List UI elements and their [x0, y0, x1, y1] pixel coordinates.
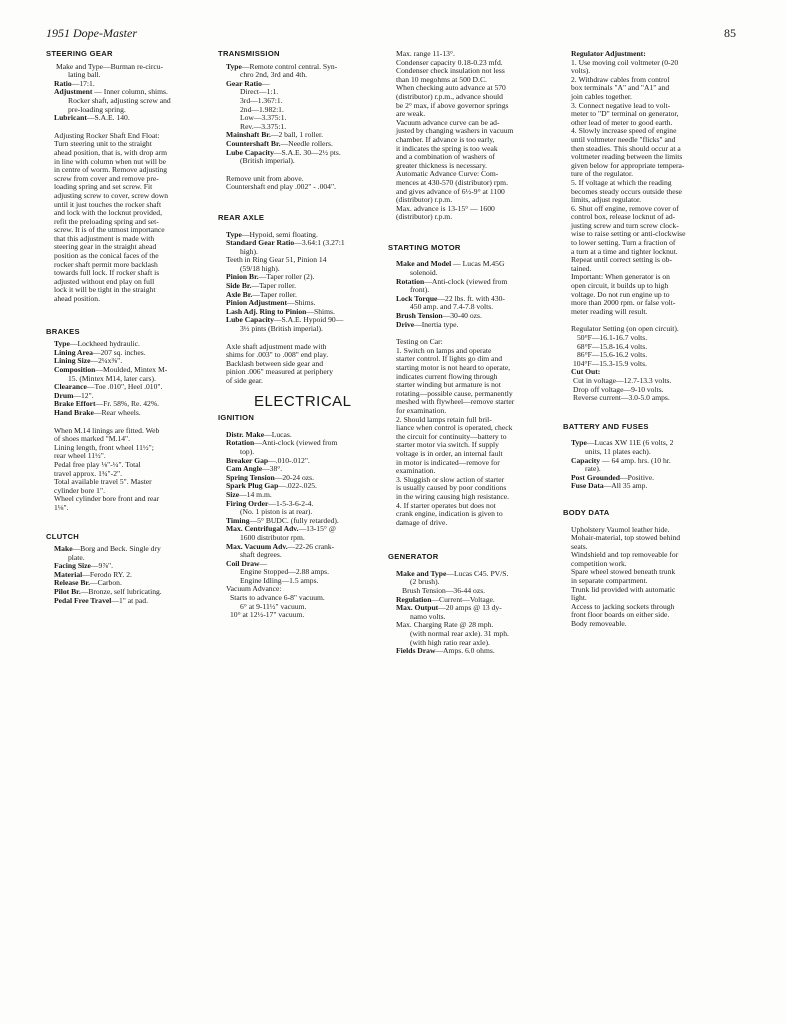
spec-line: Starts to advance 6-8" vacuum.	[230, 593, 325, 603]
spec-line: Reverse current—3.0-5.0 amps.	[573, 393, 670, 403]
spec-line: Composition—Moulded, Mintex M-	[54, 365, 168, 374]
spec-line: (British imperial).	[240, 156, 295, 166]
text-line: in line with column when nut will be	[54, 156, 166, 166]
text-line: justing screw and turn screw clock-	[571, 220, 679, 230]
text-line: liance when control is operated, check	[396, 423, 513, 433]
text-line: is usually caused by poor conditions	[396, 483, 507, 493]
page-header	[46, 26, 736, 42]
text-line: 4. If starter operates but does not	[396, 500, 496, 510]
section-rear-axle: REAR AXLE	[218, 212, 265, 222]
text-line: (distributor) r.p.m., advance should	[396, 91, 503, 101]
spec-line: Release Br.—Carbon.	[54, 578, 122, 588]
text-line: refit the preloading spring and set-	[54, 216, 159, 226]
text-line: of side gear.	[226, 376, 263, 385]
section-battery-and-fuses: BATTERY AND FUSES	[563, 421, 649, 431]
spec-line: units, 11 plates each).	[585, 446, 651, 456]
electrical-heading: ELECTRICAL	[254, 392, 352, 410]
text-line: box terminals "A" and "A1" and	[571, 83, 670, 93]
section-brakes: BRAKES	[46, 326, 80, 336]
column-4	[563, 50, 721, 629]
text-line: meter reading will result.	[571, 306, 648, 316]
column-2	[218, 50, 376, 620]
spec-line: rate).	[585, 464, 601, 474]
text-line: then steadies. This should occur at a	[571, 143, 681, 153]
text-line: until voltmeter needle "flicks" and	[571, 134, 676, 144]
spec-line: Countershaft Br.—Needle rollers.	[226, 138, 333, 148]
spec-line: Make—Borg and Beck. Single dry	[54, 544, 161, 554]
text-line: examination.	[396, 466, 436, 476]
spec-line: 50°F—16.1-16.7 volts.	[577, 333, 648, 342]
text-line: to lower setting. Turn a fraction of	[571, 238, 676, 248]
spec-line: Distr. Make—Lucas.	[226, 429, 292, 439]
spec-line: 3½ pints (British imperial).	[240, 324, 323, 334]
text-line: and lock with the locknut provided,	[54, 208, 162, 218]
text-line: starting motor is not heard to operate,	[396, 363, 511, 372]
text-line: starter motor via switch. If supply	[396, 440, 499, 450]
text-line: voltmeter reading between the limits	[571, 152, 683, 162]
section-transmission: TRANSMISSION	[218, 49, 280, 58]
text-line: in centre of worm. Remove adjusting	[54, 165, 168, 175]
spec-line: solenoid.	[410, 268, 438, 278]
text-line: starter winding but armature is not	[396, 380, 501, 390]
text-line: given below for appropriate tempera-	[571, 160, 685, 170]
text-line: Mohair-material, top stowed behind	[571, 533, 681, 543]
spec-line: Clearance—Toe .010", Heel .010".	[54, 382, 163, 392]
spec-line: 450 amp. and 7.4-7.8 volts.	[410, 302, 494, 312]
text-line: than 10 megohms at 500 D.C.	[396, 74, 487, 84]
text-line: rear wheel 11½".	[54, 451, 106, 461]
testing-paragraph	[388, 347, 546, 527]
text-line: and a combination of washers of	[396, 152, 495, 162]
text-line: lock it will be tight in the straight	[54, 285, 156, 295]
text-line: until it just touches the rocker shaft	[54, 199, 162, 209]
text-line: Wheel cylinder bore front and rear	[54, 494, 160, 504]
spec-line: Rotation—Anti-clock (viewed from	[396, 276, 508, 286]
spec-line: Teeth in Ring Gear 51, Pinion 14	[226, 255, 327, 265]
spec-line: Hand Brake—Rear wheels.	[54, 407, 141, 417]
spec-line: Brush Tension—30-40 ozs.	[396, 311, 482, 321]
text-line: justed by changing washers in vacuum	[396, 126, 514, 136]
text-line: screw. It is of the utmost importance	[54, 225, 165, 235]
text-line: front floor boards on either side.	[571, 610, 670, 620]
spec-line: Brake Effort—Fr. 58%, Re. 42%.	[54, 399, 160, 409]
spec-line: Engine Stopped—2.88 amps.	[240, 567, 330, 577]
text-line: When checking auto advance at 570	[396, 83, 506, 93]
spec-line: (with normal rear axle). 31 mph.	[410, 629, 509, 639]
text-line: open circuit, it builds up to high	[571, 281, 669, 291]
text-line: competition work.	[571, 558, 627, 568]
steering-paragraph	[46, 132, 204, 304]
spec-line: Lock Torque—22 lbs. ft. with 430-	[396, 293, 505, 303]
spec-line: Make and Type—Burman re-circu-	[56, 61, 164, 71]
spec-line: Material—Ferodo RY. 2.	[54, 569, 132, 579]
section-clutch: CLUTCH	[46, 531, 80, 541]
spec-line: Rev.—3.375:1.	[240, 121, 287, 131]
spec-line: Ratio—17:1.	[54, 78, 95, 88]
text-line: ahead position.	[54, 294, 100, 304]
text-line: Spare wheel stowed beneath trunk	[571, 567, 676, 577]
text-line: Vacuum advance curve can be ad-	[396, 117, 500, 127]
text-line: it indicates the spring is too weak	[396, 143, 498, 153]
spec-line: top).	[240, 446, 255, 456]
spec-line: Vacuum Advance:	[226, 584, 282, 594]
spec-line: 3rd—1.367:1.	[240, 95, 283, 105]
spec-line: (59/18 high).	[240, 263, 280, 273]
spec-line: Gear Ratio—	[226, 78, 270, 88]
text-line: and gives advance of 6½-9° at 1100	[396, 186, 505, 196]
text-line: Body removeable.	[571, 619, 627, 629]
spec-line: Facing Size—9⅞".	[54, 561, 114, 571]
spec-line: 15. (Mintex M14, later cars).	[68, 373, 156, 383]
text-line: more than 2000 rpm. or false volt-	[571, 298, 676, 308]
text-line: join cables together.	[571, 91, 632, 101]
book-title: 1951 Dope-Master	[46, 26, 137, 40]
spec-line: (No. 1 piston is at rear).	[240, 507, 313, 517]
spec-line: Max. Centrifugal Adv.—13-15° @	[226, 524, 336, 534]
spec-line: Post Grounded—Positive.	[571, 472, 654, 482]
text-line: ture of the regulator.	[571, 169, 633, 179]
text-line: shims for .003" to .008" end play.	[226, 350, 329, 360]
text-line: meter to "D" terminal on generator,	[571, 109, 679, 119]
text-line: travel approx. 1¾"-2".	[54, 468, 122, 478]
text-line: rotating—possible cause, permanently	[396, 388, 513, 398]
text-line: Access to jacking sockets through	[571, 601, 675, 611]
text-line: greater thickness is necessary.	[396, 160, 488, 170]
text-line: wise to raise setting or anti-clockwise	[571, 229, 686, 239]
text-line: loading spring and set screw. Fit	[54, 182, 153, 192]
text-line: pinion .006" measured at periphery	[226, 367, 334, 377]
spec-line: 2nd—1.982:1.	[240, 104, 284, 114]
page-number: 85	[724, 26, 736, 40]
text-line: meshed with flywheel—remove starter	[396, 397, 515, 407]
spec-line: Mainshaft Br.—2 ball, 1 roller.	[226, 130, 323, 140]
spec-line: Max. Vacuum Adv.—22-26 crank-	[226, 541, 335, 551]
text-line: 2. Withdraw cables from control	[571, 74, 670, 84]
spec-line: Lubricant—S.A.E. 140.	[54, 113, 130, 123]
text-line: damage of drive.	[396, 517, 448, 527]
section-steering-gear: STEERING GEAR	[46, 49, 113, 58]
spec-line: chro 2nd, 3rd and 4th.	[240, 70, 308, 80]
text-line: adjusting screw to cover, screw down	[54, 190, 168, 200]
spec-line: Rocker shaft, adjusting screw and	[68, 95, 171, 105]
text-line: of shoes marked "M.14".	[54, 434, 131, 444]
spec-line: Breaker Gap—.010-.012".	[226, 455, 310, 465]
spec-line: Size—14 m.m.	[226, 489, 272, 499]
text-line: Total available travel 5". Master	[54, 477, 152, 487]
text-line: Turn steering unit to the straight	[54, 139, 152, 149]
text-line: are weak.	[396, 109, 426, 119]
text-line: tained.	[571, 263, 592, 273]
text-line: Max. advance is 13-15° — 1600	[396, 203, 495, 213]
spec-line: Lash Adj. Ring to Pinion—Shims.	[226, 306, 335, 316]
text-line: in the wiring causing high resistance.	[396, 491, 510, 501]
text-line: Countershaft end play .002" - .004".	[226, 182, 336, 192]
spec-line: 6° at 9-11½" vacuum.	[240, 601, 307, 611]
text-line: chamber. If advance is too early,	[396, 134, 495, 144]
spec-line: 86°F—15.6-16.2 volts.	[577, 350, 648, 360]
spec-line: Timing—5° BUDC. (fully retarded).	[226, 515, 339, 525]
text-line: (distributor) r.p.m.	[396, 212, 453, 222]
spec-line: pre-loading spring.	[68, 104, 126, 114]
spec-line: lating ball.	[68, 70, 101, 80]
spec-line: 1600 distributor rpm.	[240, 532, 305, 542]
spec-line: Engine Idling—1.5 amps.	[240, 575, 319, 585]
text-line: Windshield and top removeable for	[571, 550, 679, 560]
text-line: Axle shaft adjustment made with	[226, 341, 327, 351]
spec-line: Cut Out:	[571, 367, 601, 377]
text-line: 1⅛".	[54, 502, 69, 512]
text-line: that this adjustment is made with	[54, 233, 155, 243]
column-3	[388, 50, 546, 656]
text-line: 6. Shut off engine, remove cover of	[571, 203, 679, 213]
text-line: indicates current flowing through	[396, 371, 498, 381]
text-line: becomes steady occurs outside these	[571, 186, 682, 196]
brakes-paragraph	[46, 427, 204, 513]
spec-line: Firing Order—1-5-3-6-2-4.	[226, 498, 314, 508]
column-1	[46, 50, 204, 605]
section-body-data: BODY DATA	[563, 507, 610, 517]
spec-line: Standard Gear Ratio—3.64:1 (3.27:1	[226, 238, 345, 248]
text-line: seats.	[571, 541, 588, 551]
text-line: other lead of meter to good earth.	[571, 117, 673, 127]
text-line: for examination.	[396, 405, 447, 415]
spec-line: 68°F—15.8-16.4 volts.	[577, 341, 648, 351]
regulator-heading: Regulator Adjustment:	[571, 49, 646, 58]
spec-line: Make and Type—Lucas C45. PV/S.	[396, 568, 509, 578]
text-line: rocker shaft permit more backlash	[54, 259, 158, 269]
spec-line: Regulator Setting (on open circuit).	[571, 324, 679, 334]
spec-line: Cut in voltage—12.7-13.3 volts.	[573, 375, 672, 385]
spec-line: Spark Plug Gap—.022-.025.	[226, 481, 317, 491]
text-line: position as the conical faces of the	[54, 251, 159, 261]
spec-line: Max. Output—20 amps @ 13 dy-	[396, 603, 502, 613]
spec-line: plate.	[68, 552, 85, 562]
spec-line: Lining Area—207 sq. inches.	[54, 347, 146, 357]
spec-line: Type—Lucas XW 11E (6 volts, 2	[571, 438, 674, 448]
text-line: Max. range 11-13°.	[396, 49, 455, 58]
text-line: towards full lock. If rocker shaft is	[54, 268, 160, 278]
section-ignition: IGNITION	[218, 413, 255, 423]
spec-line: Make and Model — Lucas M.45G	[396, 259, 505, 269]
spec-line: Fields Draw—Amps. 6.0 ohms.	[396, 646, 495, 656]
text-line: Repeat until correct setting is ob-	[571, 255, 673, 265]
spec-line: Lining Size—2¼x⅜".	[54, 356, 123, 366]
spec-line: shaft degrees.	[240, 550, 282, 560]
spec-line: Drum—12".	[54, 390, 94, 400]
text-line: 1. Use moving coil voltmeter (0-20	[571, 57, 679, 67]
section-starting-motor: STARTING MOTOR	[388, 242, 461, 252]
spec-line: Low—3.375:1.	[240, 113, 287, 123]
text-line: mences at 430-570 (distributor) rpm.	[396, 177, 508, 187]
body-paragraph	[563, 526, 721, 629]
spec-line: front).	[410, 285, 430, 295]
text-line: (distributor) r.p.m.	[396, 195, 453, 205]
spec-line: Type—Remote control central. Syn-	[226, 61, 338, 71]
text-line: 1. Switch on lamps and operate	[396, 345, 492, 355]
ignition-continued-paragraph	[388, 50, 546, 222]
text-line: ahead position, that is, with drop arm	[54, 147, 168, 157]
spec-line: Lube Capacity—S.A.E. 30—2½ pts.	[226, 147, 341, 157]
spec-line: Fuse Data—All 35 amp.	[571, 481, 648, 491]
text-line: Pedal free play ⅛"-¼". Total	[54, 459, 141, 469]
text-line: starter control. If lights go dim and	[396, 354, 503, 364]
text-line: Upholstery Vaumol leather hide.	[571, 524, 670, 534]
text-line: Important: When generator is on	[571, 272, 670, 282]
text-line: cylinder bore 1".	[54, 485, 105, 495]
spec-line: Brush Tension—36-44 ozs.	[402, 586, 486, 596]
spec-line: high).	[240, 246, 258, 256]
axle-paragraph	[218, 343, 376, 386]
text-line: a turn at a time and tighter locknut.	[571, 246, 678, 256]
text-line: Backlash between side gear and	[226, 358, 323, 368]
spec-line: 10° at 12½-17" vacuum.	[230, 610, 305, 620]
spec-line: Lube Capacity—S.A.E. Hypoid 90—	[226, 315, 344, 325]
spec-line: Cam Angle—38°.	[226, 464, 283, 474]
spec-line: Direct—1:1.	[240, 87, 279, 97]
text-line: Condenser check insulation not less	[396, 66, 505, 76]
spec-line: Type—Hypoid, semi floating.	[226, 229, 318, 239]
text-line: 3. Connect negative lead to volt-	[571, 100, 671, 110]
spec-line: Axle Br.—Taper roller.	[226, 289, 297, 299]
text-line: volts).	[571, 66, 591, 76]
spec-line: Regulation—Current—Voltage.	[396, 594, 495, 604]
regulator-paragraph	[563, 59, 721, 317]
spec-line: Adjustment — Inner column, shims.	[54, 87, 168, 97]
text-line: Remove unit from above.	[226, 173, 304, 183]
text-line: limits, adjust regulator.	[571, 195, 642, 205]
spec-line: Pedal Free Travel—1" at pad.	[54, 595, 148, 605]
text-line: Adjusting Rocker Shaft End Float:	[54, 130, 160, 140]
spec-line: namo volts.	[410, 611, 446, 621]
spec-line: Drive—Inertia type.	[396, 319, 459, 329]
section-generator: GENERATOR	[388, 552, 439, 562]
spec-line: Capacity — 64 amp. hrs. (10 hr.	[571, 455, 671, 465]
text-line: voltage is in order, an internal fault	[396, 448, 503, 458]
text-line: the circuit for continuity—battery to	[396, 431, 507, 441]
text-line: control box, release locknut of ad-	[571, 212, 676, 222]
transmission-paragraph	[218, 175, 376, 192]
text-line: Trunk lid provided with automatic	[571, 584, 676, 594]
spec-line: 104°F—15.3-15.9 volts.	[573, 358, 647, 368]
text-line: in motor is indicated—remove for	[396, 457, 500, 467]
spec-line: Side Br.—Taper roller.	[226, 281, 297, 291]
spec-line: Drop off voltage—9-10 volts.	[573, 384, 664, 394]
text-line: light.	[571, 593, 587, 603]
spec-line: Pinion Adjustment—Shims.	[226, 298, 316, 308]
text-line: 5. If voltage at which the reading	[571, 177, 672, 187]
spec-line: Max. Charging Rate @ 28 mph.	[396, 620, 494, 630]
text-line: crank engine, indication is given to	[396, 509, 503, 519]
spec-line: Type—Lockheed hydraulic.	[54, 339, 140, 349]
spec-line: (2 brush).	[410, 577, 440, 587]
text-line: 2. Should lamps retain full bril-	[396, 414, 492, 424]
text-line: adjusted without end play on full	[54, 276, 155, 286]
text-line: be 2° max, if above governor springs	[396, 100, 509, 110]
text-line: 4. Slowly increase speed of engine	[571, 126, 677, 136]
spec-line: Rotation—Anti-clock (viewed from	[226, 438, 338, 448]
spec-line: Spring Tension—20-24 ozs.	[226, 472, 314, 482]
text-line: Lining length, front wheel 11½";	[54, 442, 154, 452]
spec-line: Coil Draw—	[226, 558, 268, 568]
text-line: voltage. Do not run engine up to	[571, 289, 670, 299]
text-line: Condenser capacity 0.18-0.23 mfd.	[396, 57, 503, 67]
spec-line: (with high ratio rear axle).	[410, 637, 490, 647]
text-line: Automatic Advance Curve: Com-	[396, 169, 499, 179]
text-line: 3. Sluggish or slow action of starter	[396, 474, 505, 484]
spec-line: Pilot Br.—Bronze, self lubricating.	[54, 587, 162, 597]
spec-line: Pinion Br.—Taper roller (2).	[226, 272, 315, 282]
testing-heading: Testing on Car:	[396, 337, 443, 347]
text-line: screw from cover and remove pre-	[54, 173, 159, 183]
text-line: steering gear in the straight ahead	[54, 242, 157, 252]
text-line: in separate compartment.	[571, 576, 648, 586]
text-line: When M.14 linings are fitted. Web	[54, 425, 160, 435]
